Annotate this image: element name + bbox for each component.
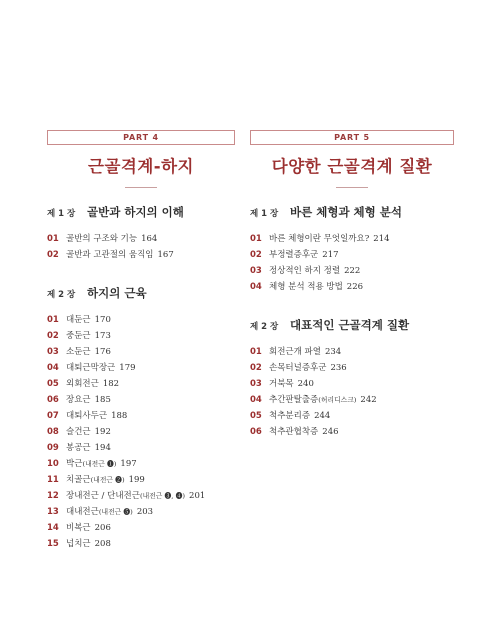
part-4-chapter-1 — [47, 204, 235, 263]
part-4-divider — [125, 187, 157, 188]
entry-number: 02 — [47, 250, 59, 260]
entry-text — [269, 279, 454, 295]
entry-number: 03 — [47, 347, 59, 357]
toc-entry[interactable] — [47, 536, 235, 552]
toc-entry[interactable] — [250, 360, 454, 376]
part-4-chapter-2 — [47, 285, 235, 552]
chapter-title: 골반과 하지의 이해 — [87, 205, 184, 219]
entry-title: 정상적인 하지 정렬 — [269, 266, 341, 276]
entry-page-number: 240 — [297, 379, 314, 389]
part-5-label: PART 5 — [250, 130, 454, 145]
chapter-number: 제 1 장 — [250, 209, 279, 219]
part-4-label: PART 4 — [47, 130, 235, 145]
entry-text — [66, 504, 235, 520]
entry-text — [269, 263, 454, 279]
entry-number: 07 — [47, 411, 59, 421]
entry-subnote: (내전근 ❺) — [98, 508, 133, 516]
toc-entry[interactable] — [47, 424, 235, 440]
toc-entry[interactable] — [47, 520, 235, 536]
entry-page-number: 222 — [344, 266, 361, 276]
entry-title: 소둔근 — [66, 347, 91, 357]
entry-number: 11 — [47, 475, 59, 485]
entry-page-number: 246 — [322, 427, 339, 437]
entry-number: 05 — [47, 379, 59, 389]
entry-title: 체형 분석 적용 방법 — [269, 282, 343, 292]
entry-text — [66, 472, 235, 488]
chapter-title: 대표적인 근골격계 질환 — [290, 318, 410, 332]
entry-title: 장내전근 / 단내전근 — [66, 491, 140, 501]
entry-text — [66, 440, 235, 456]
entry-title: 회전근개 파열 — [269, 347, 321, 357]
entry-number: 06 — [250, 427, 262, 437]
entry-text — [66, 456, 235, 472]
entry-subnote: (내전근 ❶) — [82, 460, 117, 468]
entry-text — [269, 424, 454, 440]
entry-number: 04 — [47, 363, 59, 373]
entry-page-number: 234 — [324, 347, 342, 357]
entry-number: 02 — [47, 331, 59, 341]
entry-number: 01 — [250, 347, 262, 357]
toc-entry[interactable] — [250, 263, 454, 279]
chapter-item-list — [47, 231, 235, 263]
entry-text — [269, 360, 454, 376]
entry-number: 01 — [47, 234, 59, 244]
entry-title: 골반의 구조와 기능 — [66, 234, 138, 244]
entry-number: 12 — [47, 491, 59, 501]
entry-title: 척추분리증 — [269, 411, 311, 421]
toc-entry[interactable] — [47, 408, 235, 424]
entry-title: 대내전근 — [66, 507, 99, 517]
entry-text — [269, 231, 454, 247]
entry-page-number: 167 — [157, 250, 174, 260]
entry-page-number: 164 — [141, 234, 158, 244]
entry-text — [66, 360, 235, 376]
toc-entry[interactable] — [47, 392, 235, 408]
entry-text — [66, 312, 235, 328]
entry-title: 박근 — [66, 459, 83, 469]
part-5-chapter-2 — [250, 317, 454, 440]
toc-entry[interactable] — [47, 440, 235, 456]
toc-entry[interactable] — [250, 392, 454, 408]
toc-entry[interactable] — [47, 504, 235, 520]
toc-entry[interactable] — [250, 344, 454, 360]
entry-page-number: 217 — [322, 250, 339, 260]
entry-number: 01 — [250, 234, 262, 244]
toc-entry[interactable] — [47, 312, 235, 328]
chapter-heading — [47, 204, 235, 222]
entry-title: 비복근 — [66, 523, 91, 533]
entry-text — [66, 328, 235, 344]
entry-title: 장요근 — [66, 395, 91, 405]
chapter-item-list — [250, 344, 454, 440]
toc-entry[interactable] — [47, 344, 235, 360]
entry-page-number: 199 — [128, 475, 145, 485]
entry-text — [66, 392, 235, 408]
entry-title: 추간판탈출증 — [269, 395, 319, 405]
toc-entry[interactable] — [250, 376, 454, 392]
entry-text — [269, 376, 454, 392]
entry-title: 대퇴사두근 — [66, 411, 108, 421]
entry-text — [66, 408, 235, 424]
chapter-heading — [47, 285, 235, 303]
entry-title: 거북목 — [269, 379, 294, 389]
toc-entry[interactable] — [47, 231, 235, 247]
entry-page-number: 179 — [119, 363, 136, 373]
entry-number: 13 — [47, 507, 59, 517]
entry-text — [269, 392, 454, 408]
entry-number: 03 — [250, 379, 262, 389]
toc-entry[interactable] — [250, 424, 454, 440]
entry-title: 슬건근 — [66, 427, 91, 437]
toc-entry[interactable] — [250, 279, 454, 295]
entry-page-number: 201 — [189, 491, 206, 501]
entry-number: 03 — [250, 266, 262, 276]
entry-title: 중둔근 — [66, 331, 91, 341]
chapter-title: 하지의 근육 — [87, 286, 147, 300]
entry-subnote: (내전근 ❸, ❹) — [139, 492, 186, 500]
entry-title: 치골근 — [66, 475, 91, 485]
entry-title: 외회전근 — [66, 379, 99, 389]
entry-title: 대둔근 — [66, 315, 91, 325]
entry-text — [66, 247, 235, 263]
part-5-divider — [336, 187, 368, 188]
entry-text — [66, 344, 235, 360]
entry-page-number: 242 — [360, 395, 377, 405]
entry-text — [66, 488, 235, 504]
entry-title: 부정렬증후군 — [269, 250, 319, 260]
chapter-number: 제 2 장 — [47, 290, 76, 300]
entry-page-number: 188 — [111, 411, 128, 421]
entry-title: 대퇴근막장근 — [66, 363, 116, 373]
entry-text — [269, 344, 454, 360]
entry-number: 06 — [47, 395, 59, 405]
entry-number: 02 — [250, 250, 262, 260]
entry-text — [66, 376, 235, 392]
toc-entry[interactable] — [47, 456, 235, 472]
toc-entry[interactable] — [47, 472, 235, 488]
entry-title: 골반과 고관절의 움직임 — [66, 250, 154, 260]
chapter-item-list — [250, 231, 454, 295]
entry-page-number: 185 — [94, 395, 111, 405]
chapter-heading — [250, 317, 454, 335]
toc-entry[interactable] — [250, 408, 454, 424]
entry-title: 봉공근 — [66, 443, 91, 453]
entry-page-number: 203 — [136, 507, 154, 517]
entry-number: 04 — [250, 395, 262, 405]
entry-page-number: 176 — [94, 347, 111, 357]
toc-entry[interactable] — [47, 328, 235, 344]
entry-page-number: 170 — [94, 315, 111, 325]
part-5-title: 다양한 근골격계 질환 — [271, 157, 433, 176]
entry-page-number: 226 — [346, 282, 364, 292]
entry-text — [66, 520, 235, 536]
entry-text — [66, 424, 235, 440]
entry-page-number: 197 — [120, 459, 137, 469]
entry-number: 08 — [47, 427, 59, 437]
chapter-number: 제 1 장 — [47, 209, 76, 219]
entry-page-number: 206 — [94, 523, 111, 533]
entry-page-number: 208 — [94, 539, 111, 549]
entry-number: 14 — [47, 523, 59, 533]
entry-title: 바른 체형이란 무엇일까요? — [269, 234, 370, 244]
entry-text — [66, 231, 235, 247]
entry-number: 04 — [250, 282, 262, 292]
entry-subnote: (내전근 ❷) — [90, 476, 125, 484]
entry-page-number: 244 — [314, 411, 331, 421]
entry-text — [269, 247, 454, 263]
entry-text — [66, 536, 235, 552]
entry-page-number: 194 — [94, 443, 111, 453]
part-5-chapter-1 — [250, 204, 454, 295]
entry-number: 02 — [250, 363, 262, 373]
part-5-column — [250, 130, 454, 440]
entry-page-number: 214 — [373, 234, 390, 244]
entry-page-number: 236 — [330, 363, 347, 373]
toc-entry[interactable] — [47, 376, 235, 392]
toc-entry[interactable] — [250, 231, 454, 247]
entry-number: 15 — [47, 539, 59, 549]
chapter-heading — [250, 204, 454, 222]
entry-page-number: 182 — [102, 379, 120, 389]
toc-entry[interactable] — [250, 247, 454, 263]
chapter-number: 제 2 장 — [250, 322, 279, 332]
toc-entry[interactable] — [47, 488, 235, 504]
chapter-title: 바른 체형과 체형 분석 — [290, 205, 402, 219]
part-4-title: 근골격계-하지 — [88, 157, 194, 176]
entry-page-number: 173 — [94, 331, 111, 341]
entry-subnote: (허리디스크) — [318, 396, 357, 404]
entry-number: 01 — [47, 315, 59, 325]
entry-number: 05 — [250, 411, 262, 421]
entry-title: 손목터널증후군 — [269, 363, 327, 373]
entry-title: 넙치근 — [66, 539, 91, 549]
toc-entry[interactable] — [47, 247, 235, 263]
entry-number: 10 — [47, 459, 59, 469]
entry-page-number: 192 — [94, 427, 111, 437]
toc-entry[interactable] — [47, 360, 235, 376]
chapter-item-list — [47, 312, 235, 552]
entry-title: 척추관협착증 — [269, 427, 319, 437]
entry-number: 09 — [47, 443, 59, 453]
entry-text — [269, 408, 454, 424]
part-4-column — [47, 130, 235, 552]
